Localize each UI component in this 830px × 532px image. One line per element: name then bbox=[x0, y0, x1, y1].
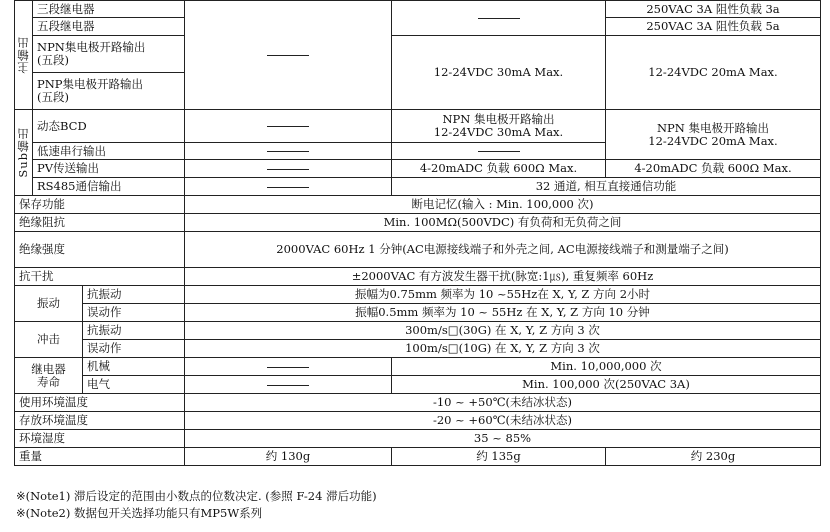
row-label: NPN集电极开路输出 (五段) bbox=[33, 36, 185, 73]
spec-table-container bbox=[14, 0, 820, 466]
value-cell: NPN 集电极开路输出 12-24VDC 20mA Max. bbox=[606, 110, 821, 160]
dash-cell bbox=[185, 143, 392, 160]
spec-table bbox=[14, 0, 821, 466]
dash-cell bbox=[392, 143, 606, 160]
row-label: 绝缘阻抗 bbox=[15, 214, 185, 232]
value-cell: 32 通道, 相互直接通信功能 bbox=[392, 178, 821, 196]
row-label: 抗干扰 bbox=[15, 268, 185, 286]
value-cell: 250VAC 3A 阻性负载 3a bbox=[606, 1, 821, 18]
sub-label: 电气 bbox=[83, 376, 185, 394]
dash-cell bbox=[185, 110, 392, 143]
footnote: ※(Note2) 数据包开关选择功能只有MP5W系列 bbox=[16, 506, 263, 520]
row-label: 动态BCD bbox=[33, 110, 185, 143]
footnote: ※(Note1) 滞后设定的范围由小数点的位数决定. (参照 F-24 滞后功能) bbox=[16, 489, 377, 503]
value-cell: 35 ~ 85% bbox=[185, 430, 821, 448]
dash-cell bbox=[185, 178, 392, 196]
row-label: 环境湿度 bbox=[15, 430, 185, 448]
row-label: 存放环境温度 bbox=[15, 412, 185, 430]
row-label: 低速串行输出 bbox=[33, 143, 185, 160]
row-label: 继电器 寿命 bbox=[15, 358, 83, 394]
row-label: 绝缘强度 bbox=[15, 232, 185, 268]
row-label: 保存功能 bbox=[15, 196, 185, 214]
row-label: 三段继电器 bbox=[33, 1, 185, 18]
value-cell: 300m/s□(30G) 在 X, Y, Z 方向 3 次 bbox=[185, 322, 821, 340]
value-cell: -20 ~ +60℃(未结冰状态) bbox=[185, 412, 821, 430]
sub-label: 抗振动 bbox=[83, 322, 185, 340]
sub-output-group-label: Sub输出 bbox=[15, 110, 33, 196]
row-label: PNP集电极开路输出 (五段) bbox=[33, 73, 185, 110]
value-cell: 12-24VDC 30mA Max. bbox=[392, 36, 606, 110]
value-cell: 12-24VDC 20mA Max. bbox=[606, 36, 821, 110]
value-cell: 振幅为0.75mm 频率为 10 ~55Hz在 X, Y, Z 方向 2小时 bbox=[185, 286, 821, 304]
dash-cell bbox=[185, 358, 392, 376]
value-cell: 100m/s□(10G) 在 X, Y, Z 方向 3 次 bbox=[185, 340, 821, 358]
row-label: RS485通信输出 bbox=[33, 178, 185, 196]
value-cell: 约 130g bbox=[185, 448, 392, 466]
main-output-group-label: 主输出 bbox=[15, 1, 33, 110]
value-cell: 250VAC 3A 阻性负载 5a bbox=[606, 18, 821, 36]
value-cell: 振幅0.5mm 频率为 10 ~ 55Hz 在 X, Y, Z 方向 10 分钟 bbox=[185, 304, 821, 322]
empty-cell bbox=[185, 1, 392, 110]
dash-cell bbox=[392, 1, 606, 36]
sub-label: 误动作 bbox=[83, 340, 185, 358]
row-label: 五段继电器 bbox=[33, 18, 185, 36]
value-cell: Min. 100,000 次(250VAC 3A) bbox=[392, 376, 821, 394]
footnotes bbox=[16, 488, 377, 522]
value-cell: -10 ~ +50℃(未结冰状态) bbox=[185, 394, 821, 412]
row-label: 振动 bbox=[15, 286, 83, 322]
row-label: PV传送输出 bbox=[33, 160, 185, 178]
value-cell: 4-20mADC 负载 600Ω Max. bbox=[392, 160, 606, 178]
dash-cell bbox=[185, 376, 392, 394]
value-cell: 4-20mADC 负载 600Ω Max. bbox=[606, 160, 821, 178]
sub-label: 抗振动 bbox=[83, 286, 185, 304]
row-label: 重量 bbox=[15, 448, 185, 466]
value-cell: ±2000VAC 有方波发生器干扰(脉宽:1㎲), 重复频率 60Hz bbox=[185, 268, 821, 286]
value-cell: 约 230g bbox=[606, 448, 821, 466]
value-cell: Min. 10,000,000 次 bbox=[392, 358, 821, 376]
sub-label: 误动作 bbox=[83, 304, 185, 322]
value-cell: 断电记忆(输入 : Min. 100,000 次) bbox=[185, 196, 821, 214]
row-label: 使用环境温度 bbox=[15, 394, 185, 412]
value-cell: 约 135g bbox=[392, 448, 606, 466]
value-cell: 2000VAC 60Hz 1 分钟(AC电源接线端子和外壳之间, AC电源接线端子和测量端子之间) bbox=[185, 232, 821, 268]
row-label: 冲击 bbox=[15, 322, 83, 358]
value-cell: NPN 集电极开路输出 12-24VDC 30mA Max. bbox=[392, 110, 606, 143]
dash-cell bbox=[185, 160, 392, 178]
sub-label: 机械 bbox=[83, 358, 185, 376]
value-cell: Min. 100MΩ(500VDC) 有负荷和无负荷之间 bbox=[185, 214, 821, 232]
